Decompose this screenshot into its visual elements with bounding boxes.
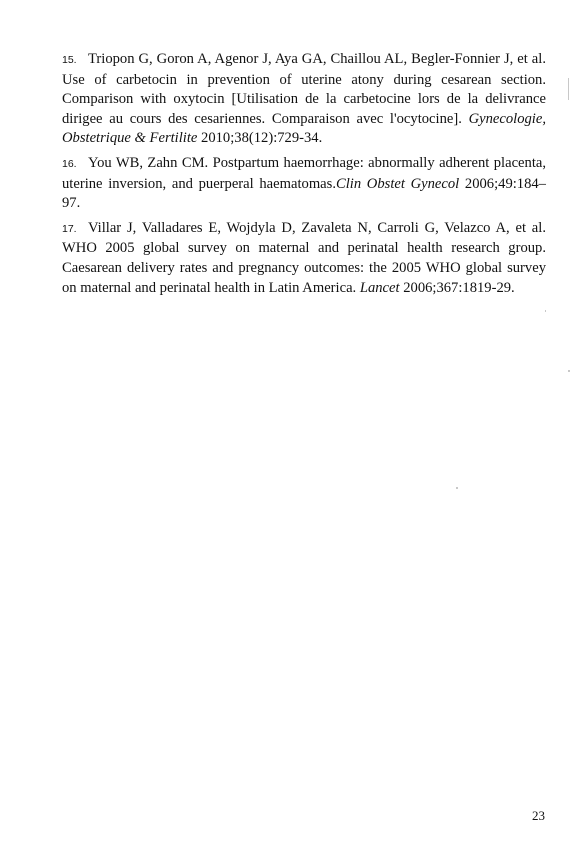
reference-item-16	[62, 154, 546, 214]
reference-text: You WB, Zahn CM. Postpartum haemorrhage: abnormally adherent placenta, uterine inversion, and puerperal haematomas.	[62, 154, 546, 192]
reference-text: Triopon G, Goron A, Agenor J, Aya GA, Chaillou AL, Begler-Fonnier J, et al. Use of carbetocin in prevention of uterine atony during cesarean section. Comparison with oxytocin [Utilisation de la carbetocine lors de la delivrance dirigee au cours des cesariennes. Comparaison avec l'ocytocine].	[62, 51, 546, 127]
reference-journal: Clin Obstet Gynecol	[335, 175, 460, 192]
reference-list	[62, 50, 546, 303]
reference-citation: 2010;38(12):729-34.	[197, 130, 323, 147]
reference-item-15	[62, 50, 546, 149]
reference-journal: Gynecologie, Obstetrique & Fertilite	[62, 110, 546, 147]
reference-number: 17.	[62, 222, 77, 235]
page-number: 23	[532, 808, 545, 823]
reference-citation: 2006;367:1819-29.	[399, 279, 515, 296]
reference-text: Villar J, Valladares E, Wojdyla D, Zavaleta N, Carroli G, Velazco A, et al. WHO 2005 global survey on maternal and perinatal health research group. Caesarean delivery rates and pregnancy outcomes: the 2005 WHO global survey on maternal and perinatal health in Latin America.	[62, 219, 546, 296]
scan-artifact	[568, 78, 569, 100]
reference-number: 15.	[62, 54, 77, 66]
scan-artifact	[456, 487, 458, 489]
reference-item-17	[62, 219, 546, 298]
reference-journal: Lancet	[359, 279, 400, 296]
scan-artifact	[568, 370, 570, 372]
reference-number: 16.	[62, 157, 77, 170]
reference-citation: 2006;49:184–97.	[62, 175, 546, 212]
scan-artifact	[545, 310, 546, 312]
